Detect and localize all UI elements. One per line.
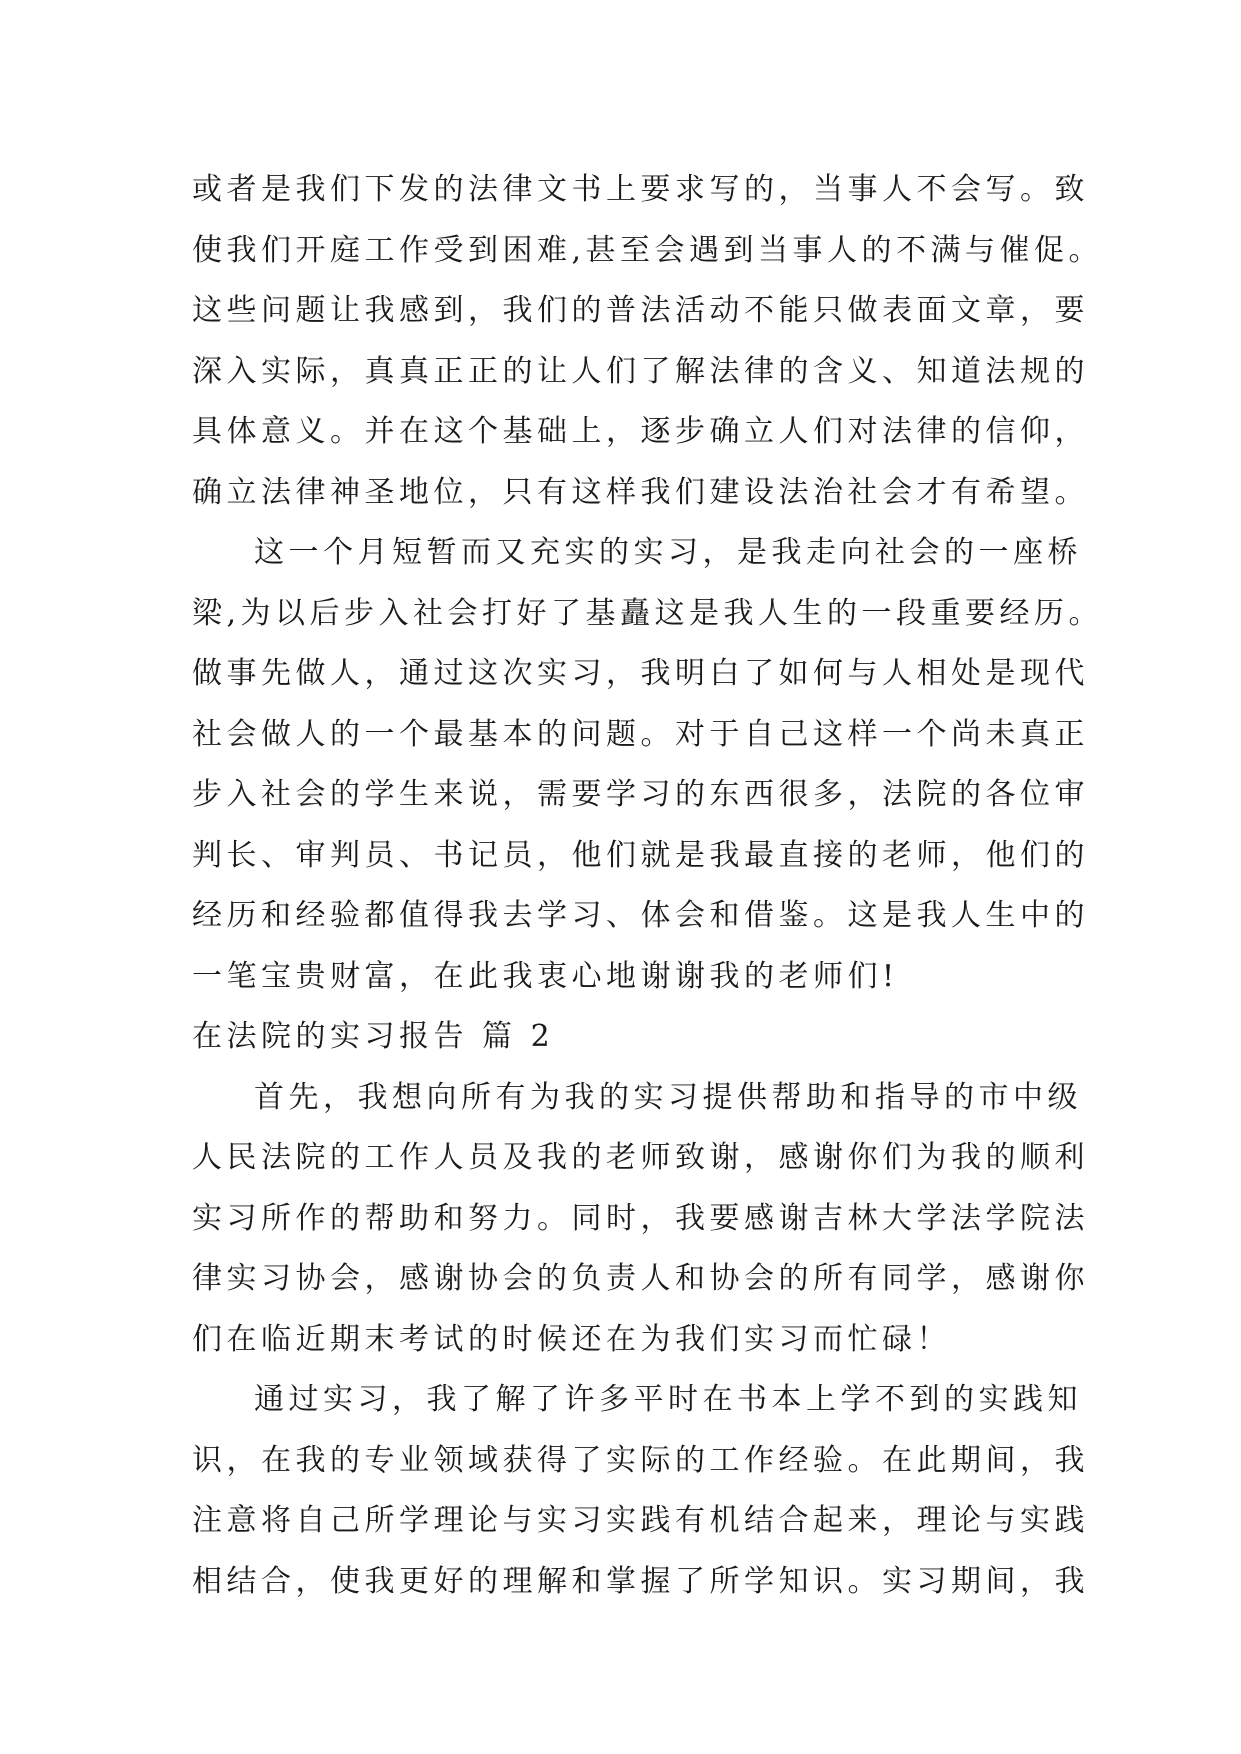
text-line: 判长、审判员、书记员，他们就是我最直接的老师，他们的 bbox=[192, 837, 1089, 873]
paragraph-first-line: 首先，我想向所有为我的实习提供帮助和指导的市中级 bbox=[254, 1079, 1082, 1115]
text-line: 这些问题让我感到，我们的普法活动不能只做表面文章，要 bbox=[192, 293, 1089, 328]
text-line: 社会做人的一个最基本的问题。对于自己这样一个尚未真正 bbox=[192, 716, 1089, 752]
text-line: 梁,为以后步入社会打好了基矗这是我人生的一段重要经历。 bbox=[192, 595, 1104, 631]
text-line: 一笔宝贵财富，在此我衷心地谢谢我的老师们! bbox=[192, 958, 899, 994]
text-line: 们在临近期末考试的时候还在为我们实习而忙碌！ bbox=[192, 1321, 951, 1357]
text-line: 使我们开庭工作受到困难,甚至会遇到当事人的不满与催促。 bbox=[192, 232, 1104, 268]
text-line: 律实习协会，感谢协会的负责人和协会的所有同学，感谢你 bbox=[192, 1261, 1089, 1296]
text-line: 经历和经验都值得我去学习、体会和借鉴。这是我人生中的 bbox=[192, 898, 1089, 933]
text-line: 确立法律神圣地位，只有这样我们建设法治社会才有希望。 bbox=[192, 474, 1089, 510]
text-line: 步入社会的学生来说，需要学习的东西很多，法院的各位审 bbox=[192, 777, 1089, 812]
text-line: 或者是我们下发的法律文书上要求写的，当事人不会写。致 bbox=[192, 172, 1089, 207]
text-line: 识，在我的专业领域获得了实际的工作经验。在此期间，我 bbox=[192, 1442, 1089, 1478]
text-line: 深入实际，真真正正的让人们了解法律的含义、知道法规的 bbox=[192, 353, 1089, 389]
text-line: 具体意义。并在这个基础上，逐步确立人们对法律的信仰， bbox=[192, 414, 1089, 449]
text-line: 实习所作的帮助和努力。同时，我要感谢吉林大学法学院法 bbox=[192, 1200, 1089, 1236]
paragraph-first-line: 这一个月短暂而又充实的实习，是我走向社会的一座桥 bbox=[254, 535, 1082, 570]
text-line: 注意将自己所学理论与实习实践有机结合起来，理论与实践 bbox=[192, 1503, 1089, 1538]
document-body bbox=[192, 160, 1104, 1612]
paragraph-first-line: 通过实习，我了解了许多平时在书本上学不到的实践知 bbox=[254, 1382, 1082, 1417]
text-line: 做事先做人，通过这次实习，我明白了如何与人相处是现代 bbox=[192, 656, 1089, 691]
section-heading: 在法院的实习报告 篇 2 bbox=[192, 1019, 555, 1054]
text-line: 相结合，使我更好的理解和掌握了所学知识。实习期间，我 bbox=[192, 1563, 1089, 1599]
text-line: 人民法院的工作人员及我的老师致谢，感谢你们为我的顺利 bbox=[192, 1140, 1089, 1175]
